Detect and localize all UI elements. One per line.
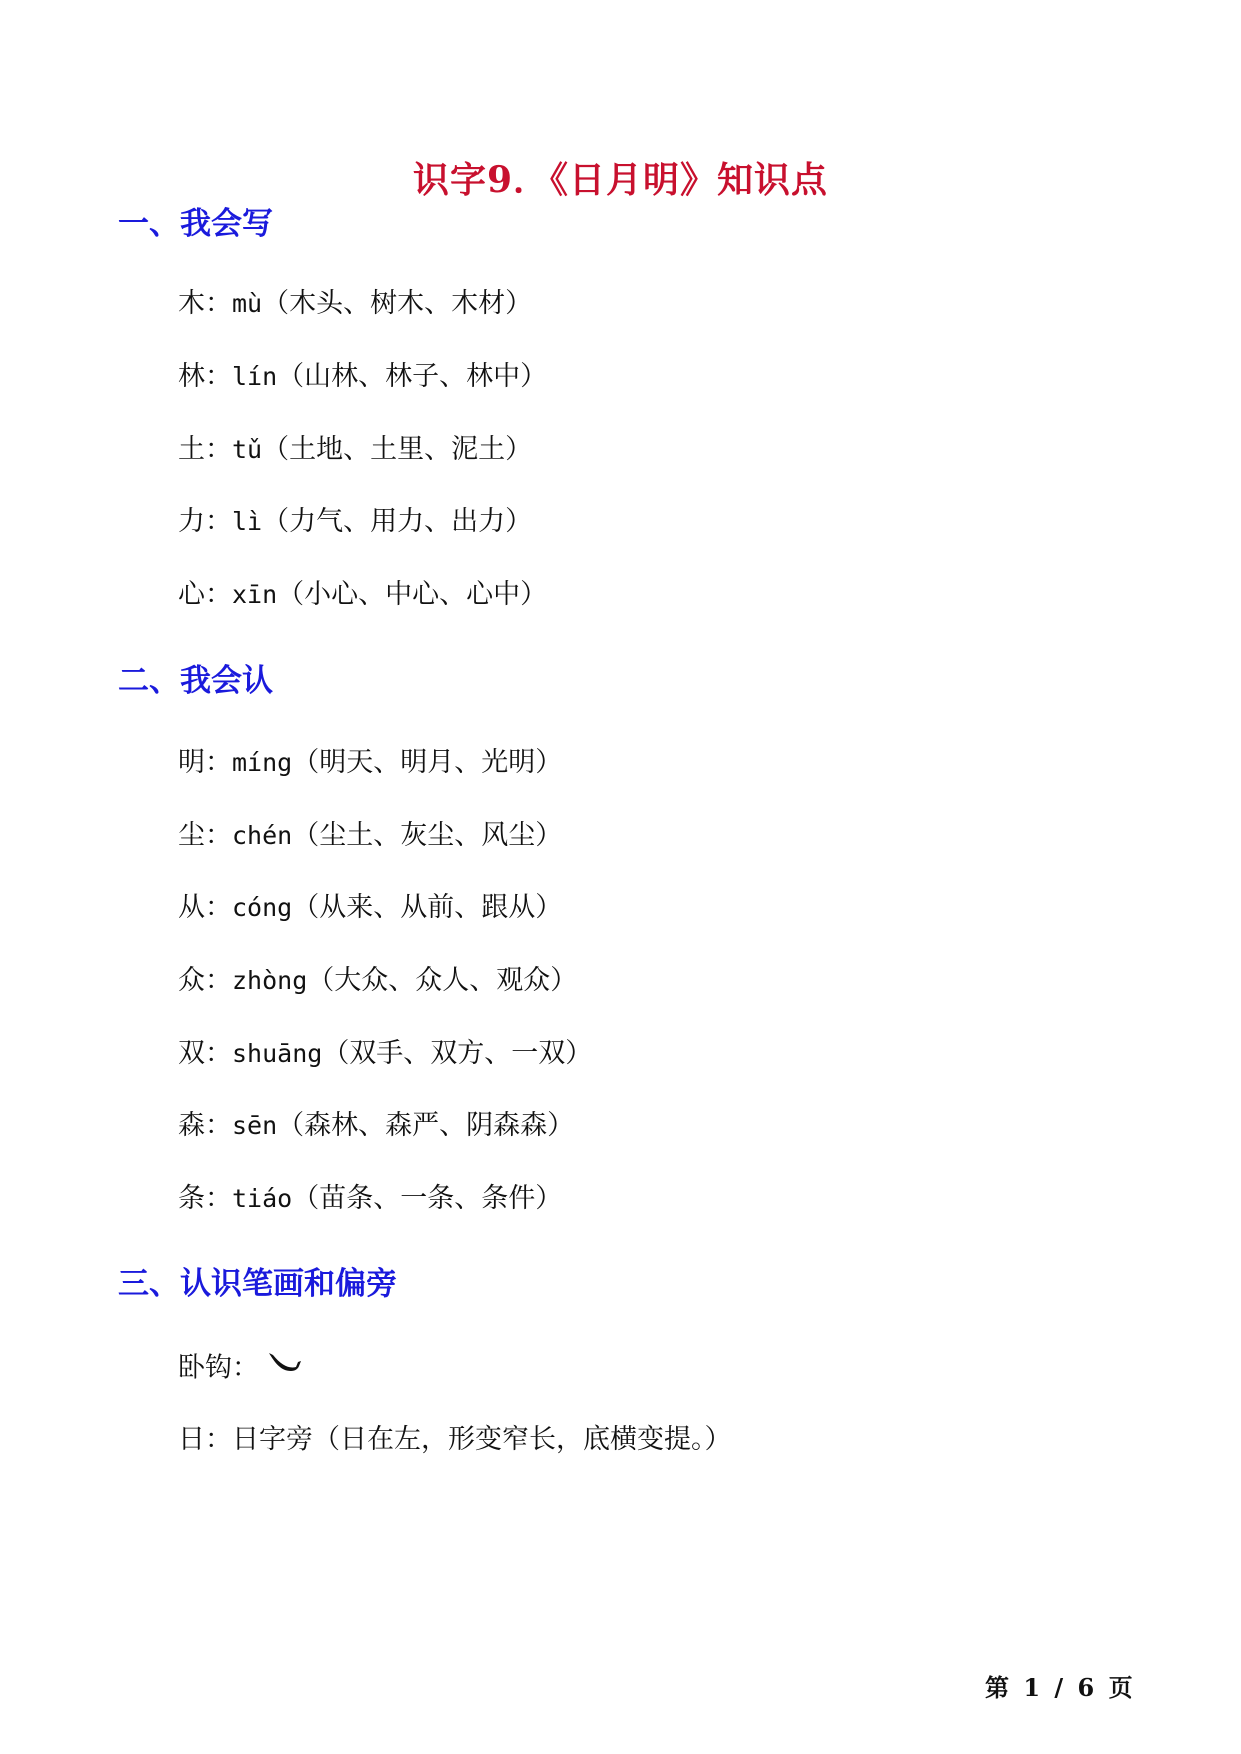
character: 土 — [178, 434, 205, 465]
list-item — [178, 286, 532, 322]
character: 双 — [178, 1038, 205, 1069]
list-item — [178, 890, 562, 926]
pinyin: chén — [232, 821, 293, 850]
word-examples: （双手、双方、一双） — [322, 1038, 593, 1069]
wo-gou-stroke-icon — [265, 1349, 305, 1389]
colon: ： — [232, 1352, 259, 1384]
page-indicator — [985, 1668, 1139, 1703]
colon: ： — [205, 892, 232, 923]
page-prefix: 第 — [985, 1673, 1009, 1702]
character: 日 — [178, 1424, 205, 1455]
section-heading-recognize: 二、我会认 — [118, 663, 273, 699]
colon: ： — [205, 1424, 232, 1455]
word-examples: （小心、中心、心中） — [277, 579, 548, 610]
list-item — [178, 818, 562, 854]
stroke-name: 卧钩 — [178, 1352, 232, 1384]
list-item — [178, 432, 532, 468]
pinyin: lín — [232, 362, 278, 391]
colon: ： — [205, 965, 232, 996]
page-current: 1 — [1023, 1673, 1041, 1702]
colon: ： — [205, 361, 232, 392]
character: 力 — [178, 506, 205, 537]
pinyin: mù — [232, 289, 263, 318]
pinyin: zhòng — [232, 966, 308, 995]
character: 林 — [178, 361, 205, 392]
word-examples: （力气、用力、出力） — [262, 506, 533, 537]
colon: ： — [205, 1110, 232, 1141]
page-suffix: 页 — [1108, 1673, 1133, 1702]
pinyin: cóng — [232, 893, 293, 922]
word-examples: （明天、明月、光明） — [292, 747, 563, 778]
pinyin: sēn — [232, 1111, 278, 1140]
list-item — [178, 963, 577, 999]
list-item — [178, 359, 547, 395]
colon: ： — [205, 747, 232, 778]
character: 心 — [178, 579, 205, 610]
page-separator: / — [1054, 1673, 1064, 1702]
document-title: 识字9．《日月明》知识点 — [412, 159, 829, 202]
word-examples: （木头、树木、木材） — [262, 288, 533, 319]
list-item — [178, 1181, 562, 1217]
page-total: 6 — [1077, 1673, 1095, 1702]
colon: ： — [205, 506, 232, 537]
list-item — [178, 504, 532, 540]
colon: ： — [205, 1183, 232, 1214]
word-examples: （大众、众人、观众） — [307, 965, 578, 996]
colon: ： — [205, 820, 232, 851]
colon: ： — [205, 1038, 232, 1069]
section-heading-strokes-radicals: 三、认识笔画和偏旁 — [118, 1266, 397, 1302]
pinyin: shuāng — [232, 1039, 323, 1068]
colon: ： — [205, 579, 232, 610]
list-item — [178, 1422, 732, 1458]
pinyin: lì — [232, 507, 263, 536]
character: 条 — [178, 1183, 205, 1214]
list-item — [178, 1108, 574, 1144]
character: 明 — [178, 747, 205, 778]
list-item — [178, 745, 562, 781]
pinyin: míng — [232, 748, 293, 777]
section-heading-write: 一、我会写 — [118, 206, 273, 242]
word-examples: （山林、林子、林中） — [277, 361, 548, 392]
word-examples: （森林、森严、阴森森） — [277, 1110, 575, 1141]
radical-description: 日字旁（日在左，形变窄长，底横变提。） — [232, 1424, 732, 1455]
list-item — [178, 1349, 305, 1389]
list-item — [178, 577, 547, 613]
colon: ： — [205, 434, 232, 465]
list-item — [178, 1036, 592, 1072]
word-examples: （尘土、灰尘、风尘） — [292, 820, 563, 851]
character: 众 — [178, 965, 205, 996]
pinyin: tiáo — [232, 1184, 293, 1213]
character: 从 — [178, 892, 205, 923]
pinyin: tǔ — [232, 435, 263, 464]
colon: ： — [205, 288, 232, 319]
word-examples: （从来、从前、跟从） — [292, 892, 563, 923]
character: 木 — [178, 288, 205, 319]
pinyin: xīn — [232, 580, 278, 609]
word-examples: （苗条、一条、条件） — [292, 1183, 563, 1214]
word-examples: （土地、土里、泥土） — [262, 434, 533, 465]
character: 森 — [178, 1110, 205, 1141]
character: 尘 — [178, 820, 205, 851]
